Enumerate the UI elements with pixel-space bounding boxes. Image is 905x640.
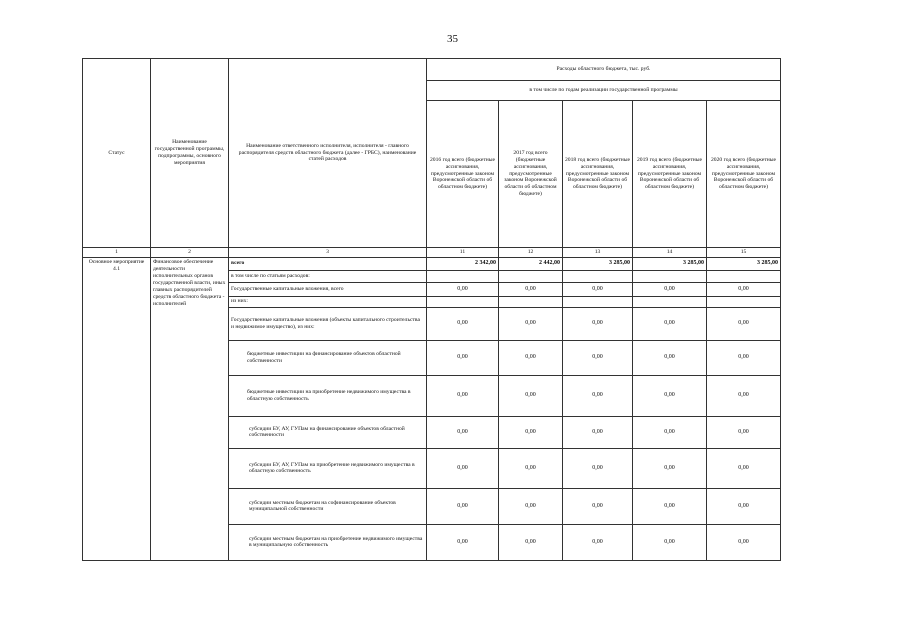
value-2019: 3 285,00 — [633, 257, 707, 270]
header-year-2016: 2016 год всего (бюджетные ассигнования, предусмотренные законом Воронежской области об областном бюджете) — [427, 101, 499, 248]
status-cell: Основное мероприятие 4.1 — [83, 257, 151, 560]
value-2016: 0,00 — [427, 488, 499, 524]
header-year-2018: 2018 год всего (бюджетные ассигнования, предусмотренные законом Воронежской области об областном бюджете) — [563, 101, 633, 248]
name-cell: Финансовое обеспечение деятельности исполнительных органов государственной власти, иных главных распорядителей средств областного бюджета - исполнителей — [151, 257, 229, 560]
value-2018: 0,00 — [563, 448, 633, 488]
header-by-years: в том числе по годам реализации государственной программы — [427, 81, 781, 101]
value-2019: 0,00 — [633, 340, 707, 375]
row-label: бюджетные инвестиции на финансирование объектов областной собственности — [229, 340, 427, 375]
header-year-2017: 2017 год всего (бюджетные ассигнования, предусмотренные законом Воронежской области об областном бюджете) — [499, 101, 563, 248]
value-2020: 0,00 — [707, 488, 781, 524]
row-label: субсидии БУ, АУ, ГУПам на приобретение недвижимого имущества в областную собственность — [229, 448, 427, 488]
value-2019 — [633, 270, 707, 282]
value-2016: 2 342,00 — [427, 257, 499, 270]
value-2018: 0,00 — [563, 488, 633, 524]
value-2020: 0,00 — [707, 416, 781, 448]
value-2016: 0,00 — [427, 416, 499, 448]
column-number: 13 — [563, 248, 633, 258]
column-number: 1 — [83, 248, 151, 258]
value-2020: 3 285,00 — [707, 257, 781, 270]
value-2019: 0,00 — [633, 524, 707, 560]
value-2019: 0,00 — [633, 282, 707, 296]
value-2018: 0,00 — [563, 282, 633, 296]
value-2019: 0,00 — [633, 488, 707, 524]
value-2017: 2 442,00 — [499, 257, 563, 270]
column-number: 11 — [427, 248, 499, 258]
value-2018: 3 285,00 — [563, 257, 633, 270]
value-2017: 0,00 — [499, 524, 563, 560]
value-2018: 0,00 — [563, 524, 633, 560]
header-executor: Наименование ответственного исполнителя, исполнителя - главного распорядителя средств областного бюджета (далее - ГРБС), наименование статей расходов — [229, 59, 427, 248]
row-label: субсидии местным бюджетам на приобретение недвижимого имущества в муниципальную собственность — [229, 524, 427, 560]
row-label: субсидии местным бюджетам на софинансирование объектов муниципальной собственности — [229, 488, 427, 524]
value-2017: 0,00 — [499, 488, 563, 524]
row-label: бюджетные инвестиции на приобретение недвижимого имущества в областную собственность — [229, 375, 427, 416]
value-2020 — [707, 270, 781, 282]
value-2017 — [499, 296, 563, 307]
value-2017: 0,00 — [499, 448, 563, 488]
value-2020: 0,00 — [707, 375, 781, 416]
value-2019 — [633, 296, 707, 307]
value-2016: 0,00 — [427, 340, 499, 375]
column-number-row — [83, 248, 781, 258]
row-label: Государственные капитальные вложения, всего — [229, 282, 427, 296]
page-number: 35 — [447, 33, 458, 45]
value-2020: 0,00 — [707, 307, 781, 340]
value-2016: 0,00 — [427, 307, 499, 340]
header-year-2020: 2020 год всего (бюджетные ассигнования, предусмотренные законом Воронежской области об областном бюджете) — [707, 101, 781, 248]
row-label: в том числе по статьям расходов: — [229, 270, 427, 282]
budget-table — [82, 58, 781, 561]
value-2018: 0,00 — [563, 307, 633, 340]
column-number: 2 — [151, 248, 229, 258]
row-label: субсидии БУ, АУ, ГУПам на финансирование объектов областной собственности — [229, 416, 427, 448]
header-year-2019: 2019 год всего (бюджетные ассигнования, предусмотренные законом Воронежской области об областном бюджете) — [633, 101, 707, 248]
value-2020: 0,00 — [707, 340, 781, 375]
value-2018 — [563, 270, 633, 282]
value-2017 — [499, 270, 563, 282]
value-2017: 0,00 — [499, 307, 563, 340]
column-number: 14 — [633, 248, 707, 258]
value-2019: 0,00 — [633, 448, 707, 488]
value-2016 — [427, 270, 499, 282]
header-expenses: Расходы областного бюджета, тыс. руб. — [427, 59, 781, 81]
value-2016: 0,00 — [427, 282, 499, 296]
value-2017: 0,00 — [499, 375, 563, 416]
value-2017: 0,00 — [499, 282, 563, 296]
header-name: Наименование государственной программы, подпрограммы, основного мероприятия — [151, 59, 229, 248]
header-status: Статус — [83, 59, 151, 248]
value-2020: 0,00 — [707, 282, 781, 296]
column-number: 3 — [229, 248, 427, 258]
value-2016: 0,00 — [427, 524, 499, 560]
value-2016 — [427, 296, 499, 307]
column-number: 12 — [499, 248, 563, 258]
value-2019: 0,00 — [633, 307, 707, 340]
value-2018: 0,00 — [563, 340, 633, 375]
value-2018 — [563, 296, 633, 307]
value-2016: 0,00 — [427, 448, 499, 488]
value-2017: 0,00 — [499, 340, 563, 375]
value-2020: 0,00 — [707, 524, 781, 560]
value-2019: 0,00 — [633, 416, 707, 448]
value-2019: 0,00 — [633, 375, 707, 416]
column-number: 15 — [707, 248, 781, 258]
value-2020 — [707, 296, 781, 307]
value-2020: 0,00 — [707, 448, 781, 488]
header-row-expenses — [83, 59, 781, 81]
row-label: Государственные капитальные вложения (объекты капитального строительства и недвижимое имущество), из них: — [229, 307, 427, 340]
row-label: всего — [229, 257, 427, 270]
value-2018: 0,00 — [563, 375, 633, 416]
value-2016: 0,00 — [427, 375, 499, 416]
table-row — [83, 257, 781, 270]
row-label: из них: — [229, 296, 427, 307]
value-2017: 0,00 — [499, 416, 563, 448]
value-2018: 0,00 — [563, 416, 633, 448]
